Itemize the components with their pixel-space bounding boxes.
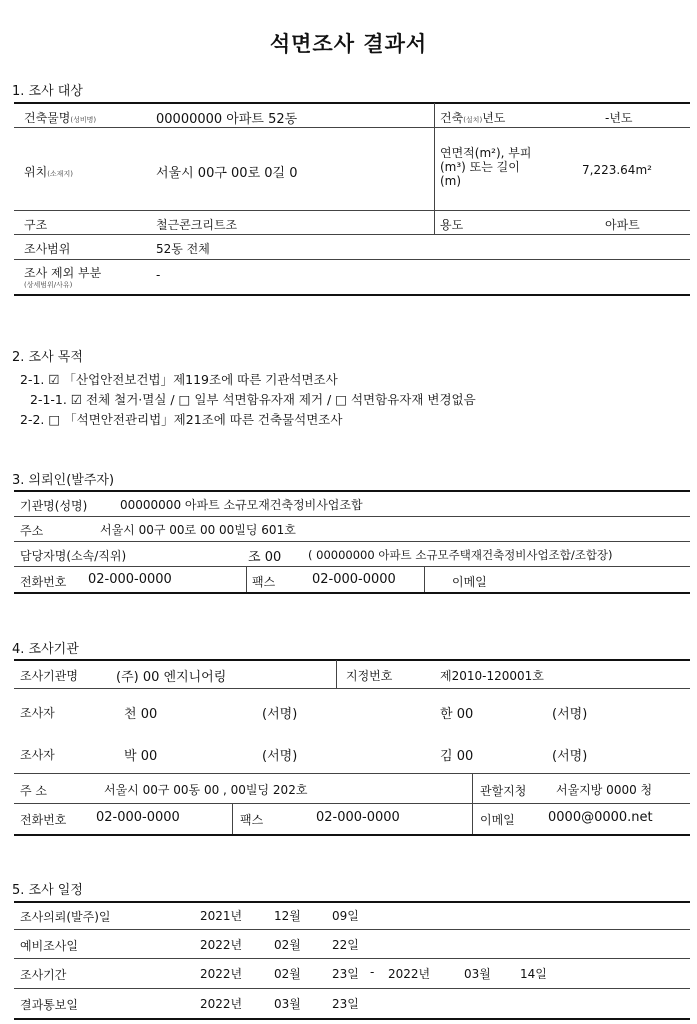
agency-addr-label: 주 소 (20, 784, 47, 798)
schedule-period-end-month: 03월 (464, 967, 491, 981)
s4-top-border (14, 659, 690, 661)
s4-col-divider (232, 804, 233, 834)
agency-office-label: 관할지청 (480, 784, 527, 798)
structure-label: 구조 (24, 218, 48, 232)
s5-top-border (14, 901, 690, 903)
s4-col-divider (472, 774, 473, 834)
agency-reg-label: 지정번호 (346, 669, 393, 683)
s1-row-divider (14, 234, 690, 235)
inspector-1-sign: (서명) (262, 707, 298, 722)
s4-bottom-border (14, 834, 690, 836)
inspector-3-sign: (서명) (262, 749, 298, 764)
s3-top-border (14, 490, 690, 492)
schedule-report-day: 23일 (332, 997, 359, 1011)
build-year-label: 건축(설치)년도 (440, 111, 506, 125)
range-value: 52동 전체 (156, 242, 210, 256)
client-tel-label: 전화번호 (20, 575, 67, 589)
schedule-period-end-year: 2022년 (388, 967, 431, 981)
use-value: 아파트 (605, 218, 640, 232)
s5-row-divider (14, 988, 690, 989)
exclusion-value: - (156, 268, 161, 282)
building-name-label: 건축물명(성비명) (24, 111, 97, 125)
section-4-heading: 4. 조사기관 (12, 642, 79, 657)
s1-col-divider (434, 103, 435, 234)
s3-row-divider (14, 566, 690, 567)
client-email-label: 이메일 (452, 575, 487, 589)
build-year-value: -년도 (605, 111, 633, 125)
use-label: 용도 (440, 218, 464, 232)
agency-tel-label: 전화번호 (20, 813, 67, 827)
schedule-report-label: 결과통보일 (20, 998, 78, 1012)
schedule-period-end-day: 14일 (520, 967, 547, 981)
section-1-heading: 1. 조사 대상 (12, 84, 83, 99)
schedule-prelim-year: 2022년 (200, 938, 243, 952)
agency-reg-value: 제2010-120001호 (440, 669, 544, 683)
inspector-2-name: 한 00 (440, 707, 474, 722)
s4-row-divider (14, 688, 690, 689)
s4-row-divider (14, 773, 690, 774)
section-5-heading: 5. 조사 일정 (12, 883, 83, 898)
s5-row-divider (14, 929, 690, 930)
s3-col-divider (424, 567, 425, 592)
client-fax-value: 02-000-0000 (312, 572, 396, 587)
s3-row-divider (14, 516, 690, 517)
schedule-request-day: 09일 (332, 909, 359, 923)
s4-col-divider (336, 660, 337, 688)
area-label: 연면적(m²), 부피 (m³) 또는 길이 (m) (440, 146, 532, 188)
inspector-2-sign: (서명) (552, 707, 588, 722)
inspector-label: 조사자 (20, 748, 55, 762)
inspector-label: 조사자 (20, 706, 55, 720)
agency-fax-label: 팩스 (240, 813, 264, 827)
agency-org-label: 조사기관명 (20, 669, 78, 683)
s3-bottom-border (14, 592, 690, 594)
inspector-4-sign: (서명) (552, 749, 588, 764)
s3-col-divider (246, 567, 247, 592)
agency-addr-value: 서울시 00구 00동 00 , 00빌딩 202호 (104, 783, 308, 797)
agency-email-value: 0000@0000.net (548, 810, 653, 825)
client-tel-value: 02-000-0000 (88, 572, 172, 587)
schedule-report-month: 03월 (274, 997, 301, 1011)
area-value: 7,223.64m² (582, 163, 652, 177)
s3-row-divider (14, 541, 690, 542)
s1-bottom-border (14, 294, 690, 296)
location-label: 위치(소재지) (24, 165, 73, 179)
schedule-prelim-day: 22일 (332, 938, 359, 952)
building-name-value: 00000000 아파트 52동 (156, 112, 298, 127)
client-addr-label: 주소 (20, 524, 44, 538)
client-org-value: 00000000 아파트 소규모재건축정비사업조합 (120, 498, 363, 512)
inspector-4-name: 김 00 (440, 749, 474, 764)
client-org-label: 기관명(성명) (20, 499, 88, 513)
s1-row-divider (14, 127, 690, 128)
purpose-line-3: 2-2. □ 「석면안전관리법」제21조에 따른 건축물석면조사 (20, 412, 343, 427)
agency-office-value: 서울지방 0000 청 (556, 783, 653, 797)
inspector-1-name: 천 00 (124, 707, 158, 722)
schedule-period-start-day: 23일 (332, 967, 359, 981)
exclusion-sublabel: (상세범위/사유) (24, 281, 73, 289)
schedule-request-year: 2021년 (200, 909, 243, 923)
schedule-prelim-month: 02월 (274, 938, 301, 952)
schedule-request-month: 12월 (274, 909, 301, 923)
exclusion-label: 조사 제외 부분 (24, 266, 102, 280)
s1-row-divider (14, 259, 690, 260)
client-addr-value: 서울시 00구 00로 00 00빌딩 601호 (100, 523, 296, 537)
s1-top-border (14, 102, 690, 104)
schedule-period-label: 조사기간 (20, 968, 67, 982)
client-fax-label: 팩스 (252, 575, 276, 589)
section-3-heading: 3. 의뢰인(발주자) (12, 473, 115, 488)
s1-row-divider (14, 210, 690, 211)
client-mgr-label: 담당자명(소속/직위) (20, 549, 127, 563)
section-2-heading: 2. 조사 목적 (12, 350, 83, 365)
inspector-3-name: 박 00 (124, 749, 158, 764)
schedule-period-start-year: 2022년 (200, 967, 243, 981)
location-value: 서울시 00구 00로 0길 0 (156, 166, 298, 181)
agency-fax-value: 02-000-0000 (316, 810, 400, 825)
s5-row-divider (14, 958, 690, 959)
client-mgr-name: 조 00 (248, 550, 282, 565)
client-mgr-value: ( 00000000 아파트 소규모주택재건축정비사업조합/조합장) (308, 548, 613, 562)
s4-row-divider (14, 803, 690, 804)
schedule-period-separator: - (370, 965, 375, 979)
schedule-request-label: 조사의뢰(발주)일 (20, 910, 111, 924)
agency-org-value: (주) 00 엔지니어링 (116, 670, 227, 685)
agency-email-label: 이메일 (480, 813, 515, 827)
schedule-period-start-month: 02월 (274, 967, 301, 981)
schedule-prelim-label: 예비조사일 (20, 939, 78, 953)
structure-value: 철근콘크리트조 (156, 218, 238, 232)
s5-bottom-border (14, 1018, 690, 1020)
document-title: 석면조사 결과서 (269, 32, 428, 56)
purpose-line-2: 2-1-1. ☑ 전체 철거·멸실 / □ 일부 석면함유자재 제거 / □ 석면함유자재 변경없음 (30, 392, 476, 407)
purpose-line-1: 2-1. ☑ 「산업안전보건법」제119조에 따른 기관석면조사 (20, 372, 338, 387)
agency-tel-value: 02-000-0000 (96, 810, 180, 825)
range-label: 조사범위 (24, 242, 71, 256)
schedule-report-year: 2022년 (200, 997, 243, 1011)
